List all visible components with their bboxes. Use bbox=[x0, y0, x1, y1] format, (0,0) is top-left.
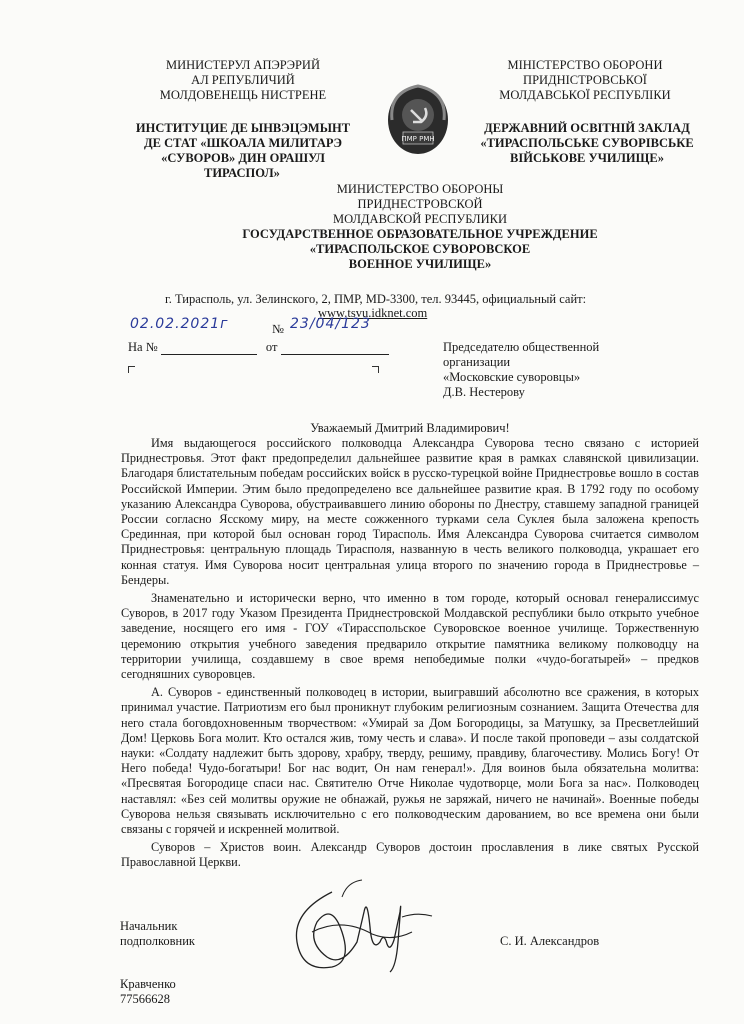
letter-body bbox=[121, 436, 699, 871]
header-right-institution: ДЕРЖАВНИЙ ОСВІТНІЙ ЗАКЛАД «ТИРАСПОЛЬСЬКЕ СУВОРІВСЬКЕ ВІЙСЬКОВЕ УЧИЛИЩЕ» bbox=[480, 121, 694, 165]
recipient-block: Председателю общественной организации «Московские суворовцы» Д.В. Нестерову bbox=[443, 340, 600, 399]
number-label: № bbox=[272, 322, 284, 336]
website-link[interactable]: www.tsvu.idknet.com bbox=[318, 306, 428, 320]
executor-block bbox=[120, 977, 176, 1007]
signatory-position: Начальник подполковник bbox=[120, 919, 195, 948]
on-number-row bbox=[128, 340, 389, 355]
corner-mark-left bbox=[128, 366, 135, 373]
address-line: г. Тирасполь, ул. Зелинского, 2, ПМР, MD-3300, тел. 93445, официальный сайт: bbox=[165, 292, 587, 306]
handwritten-date: 02.02.2021г bbox=[130, 316, 229, 332]
emblem-text: ПМР РМН bbox=[401, 135, 435, 143]
signatory-name: С. И. Александров bbox=[500, 934, 600, 948]
header-center-ministry: МИНИСТЕРСТВО ОБОРОНЫ ПРИДНЕСТРОВСКОЙ МОЛДАВСКОЙ РЕСПУБЛИКИ bbox=[333, 182, 507, 226]
on-number-label: На № bbox=[128, 340, 158, 354]
header-center-institution: ГОСУДАРСТВЕННОЕ ОБРАЗОВАТЕЛЬНОЕ УЧРЕЖДЕНИЕ «ТИРАСПОЛЬСКОЕ СУВОРОВСКОЕ ВОЕННОЕ УЧИЛИЩЕ» bbox=[242, 227, 598, 271]
header-left-ministry bbox=[128, 58, 358, 103]
executor-name: Кравченко bbox=[120, 977, 176, 991]
header-right-ministry: МІНІСТЕРСТВО ОБОРОНИ ПРИДНІСТРОВСЬКОЇ МОЛДАВСЬКОЇ РЕСПУБЛІКИ bbox=[499, 58, 671, 102]
handwritten-number: 23/04/123 bbox=[290, 316, 371, 332]
header-left-line2: АЛ РЕПУБЛИЧИЙ bbox=[191, 73, 295, 87]
paragraph-3: А. Суворов - единственный полководец в истории, выигравший абсолютно все сражения, в которых принимал участие. Патриотизм его был проникнут глубоким религиозным сознанием. Защита Отечества для него стала боговдохновенным творчеством: «Умирай за Дом Богородицы, за Матушку, за Пресветлейший Дом! Церковь Бога молит. Кто остался жив, тому честь и слава». И после такой проповеди – азы солдатской науки: «Солдату надлежит быть здорову, храбру, тверду, решиму, правдиву, благочестиву. Молись Богу! От Него победа! Чудо-богатыри! Бог нас водит, Он нам генерал!». Для воинов была обязательна молитва: «Пресвятая Богородице спаси нас. Святителю Отче Николае чудотворце, моли Бога за нас». Полководец наставлял: «Без сей молитвы оружие не обнажай, ружья не заряжай, ничего не начинай». Военные победы Суворова нельзя связывать исключительно с его полководческим дарованием, во все времена они были связаны с горячей и искренней молитвой. bbox=[121, 685, 699, 837]
paragraph-1: Имя выдающегося российского полководца Александра Суворова тесно связано с историей Приднестровья. Этот факт предопределил дальнейшее развитие края в рамках славянской цивилизации. Благодаря блистательным победам российских войск в русско-турецкой войне Приднестровье вошло в состав Российской Империи. Этим было предопределено все дальнейшее развитие края. В 1792 году по особому указанию Александра Суворова, обустраивавшего линию обороны по Днестру, ставшему западной границей России согласно Ясскому миру, на месте сожженного турками села Суклея была заложена крепость Срединная, при которой был основан город Тирасполь. Имя Александра Суворова считается символом Приднестровья: центральную площадь Тирасполя, названную в честь великого полководца, украшает его конная статуя. Имя Суворова носит центральная улица второго по значению города в Приднестровье – Бендеры. bbox=[121, 436, 699, 587]
salutation: Уважаемый Дмитрий Владимирович! bbox=[310, 421, 510, 435]
signature-scribble bbox=[272, 872, 442, 982]
header-left-line1: МИНИСТЕРУЛ АПЭРЭРИЙ bbox=[165, 58, 320, 72]
paragraph-4: Суворов – Христов воин. Александр Суворов достоин прославления в лике святых Русской Православной Церкви. bbox=[121, 840, 699, 870]
corner-mark-right bbox=[372, 366, 379, 373]
paragraph-2: Знаменательно и исторически верно, что именно в том городе, который основал генералиссимус Суворов, в 2017 году Указом Президента Приднестровской Молдавской республики было открыто учебное заведение, носящего его имя - ГОУ «Тирасспольское Суворовское военное училище. Торжественную церемонию открытия учебного заведения предварило открытие памятника великому полководцу на территории училища, создавшему в свое время непобедимые полки «чудо-богатырей» – предков сегодняшних суворовцев. bbox=[121, 591, 699, 682]
from-label: от bbox=[265, 340, 278, 354]
emblem-icon bbox=[383, 80, 453, 160]
executor-phone: 77566628 bbox=[120, 992, 170, 1006]
header-left-institution: ИНСТИТУЦИЕ ДЕ ЫНВЭЦЭМЫНТ ДЕ СТАТ «ШКОАЛА МИЛИТАРЭ «СУВОРОВ» ДИН ОРАШУЛ ТИРАСПОЛ» bbox=[135, 121, 351, 180]
on-number-line bbox=[161, 343, 257, 355]
header-left-line3: МОЛДОВЕНЕЩЬ НИСТРЕНЕ bbox=[159, 88, 327, 102]
from-line bbox=[281, 343, 389, 355]
